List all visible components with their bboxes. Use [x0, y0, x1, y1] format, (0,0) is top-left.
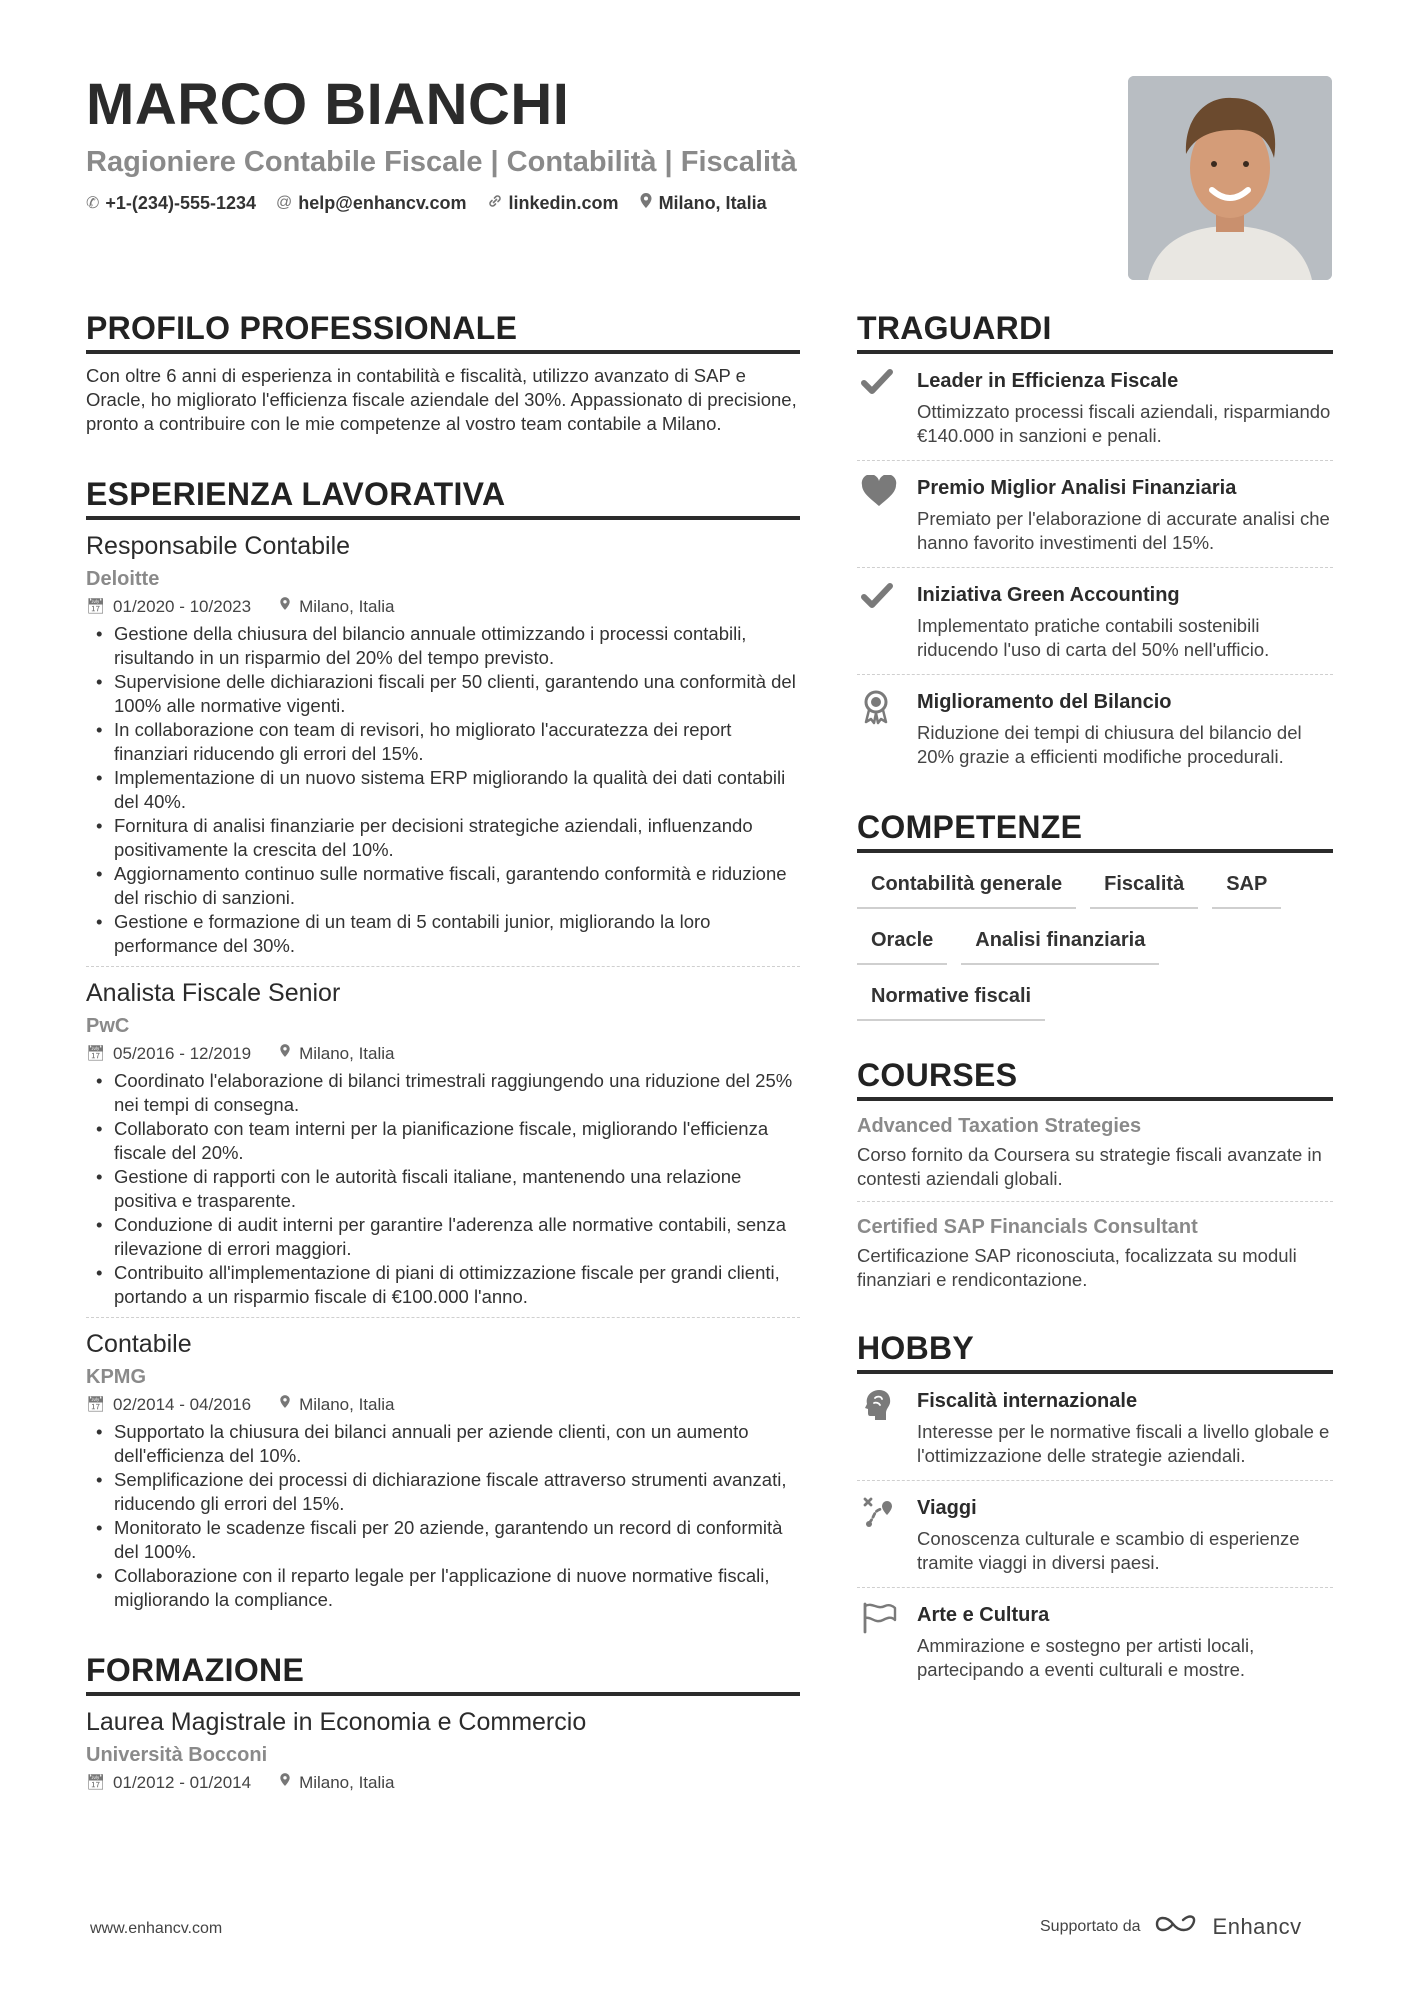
profile-summary: Con oltre 6 anni di esperienza in contabilità e fiscalità, utilizzo avanzato di SAP e Oracle, ho migliorato l'efficienza fiscale aziendale del 30%. Appassionato di precisione, pronto a contribuire con le mie competenze al vostro team contabile a Milano.	[86, 365, 797, 434]
location-pin-icon	[279, 1043, 291, 1065]
footer-website[interactable]: www.enhancv.com	[90, 1920, 223, 1937]
job-bullet: • Aggiornamento continuo sulle normative fiscali, garantendo conformità e riduzione del rischio di sanzioni.	[86, 862, 800, 910]
achievement-title: Premio Miglior Analisi Finanziaria	[917, 477, 1237, 499]
checkmark-icon	[857, 368, 917, 448]
calendar-icon: 📅︎	[86, 1396, 106, 1413]
course-title: Certified SAP Financials Consultant	[857, 1216, 1198, 1238]
job-company: PwC	[86, 1015, 130, 1037]
hobby-desc: Conoscenza culturale e scambio di esperienze tramite viaggi in diversi paesi.	[917, 1528, 1300, 1573]
course-item	[857, 1101, 1333, 1202]
hobby-item	[857, 1374, 1333, 1481]
achievement-desc: Implementato pratiche contabili sostenibili riducendo l'uso di carta del 50% nell'ufficio.	[917, 615, 1270, 660]
job-location: Milano, Italia	[299, 1395, 395, 1414]
job-role: Contabile	[86, 1330, 192, 1358]
calendar-icon: 📅︎	[86, 598, 106, 615]
job-role: Responsabile Contabile	[86, 532, 351, 560]
contact-linkedin[interactable]	[487, 193, 619, 214]
hobby-desc: Interesse per le normative fiscali a livello globale e l'ottimizzazione delle strategie aziendali.	[917, 1421, 1330, 1466]
skills-list	[857, 871, 1333, 1021]
course-desc: Certificazione SAP riconosciuta, focalizzata su moduli finanziari e rendicontazione.	[857, 1245, 1297, 1290]
job-location: Milano, Italia	[299, 1044, 395, 1063]
job-bullet: • Implementazione di un nuovo sistema ERP migliorando la qualità dei dati contabili del 40%.	[86, 766, 800, 814]
job-bullet: • Conduzione di audit interni per garantire l'aderenza alle normative contabili, senza rilevazione di errori maggiori.	[86, 1213, 800, 1261]
education-school: Università Bocconi	[86, 1744, 268, 1766]
brand-name: Enhancv	[1212, 1913, 1302, 1939]
experience-section-title: ESPERIENZA LAVORATIVA	[86, 474, 800, 520]
phone-icon: ✆	[86, 195, 100, 212]
job-bullet: • Supportato la chiusura dei bilanci annuali per aziende clienti, con un aumento dell'efficienza del 10%.	[86, 1420, 800, 1468]
job-bullet: • Fornitura di analisi finanziarie per decisioni strategiche aziendali, influenzando positivamente la crescita del 10%.	[86, 814, 800, 862]
job-bullet: • Semplificazione dei processi di dichiarazione fiscale attraverso strumenti avanzati, riducendo gli errori del 15%.	[86, 1468, 800, 1516]
achievement-desc: Ottimizzato processi fiscali aziendali, risparmiando €140.000 in sanzioni e penali.	[917, 401, 1331, 446]
job-meta	[86, 596, 800, 618]
location-text: Milano, Italia	[658, 192, 767, 213]
job-bullet: • Coordinato l'elaborazione di bilanci trimestrali raggiungendo una riduzione del 25% nei tempi di consegna.	[86, 1069, 800, 1117]
job-role: Analista Fiscale Senior	[86, 979, 341, 1007]
education-dates: 01/2012 - 01/2014	[113, 1773, 252, 1792]
skill-tag: Analisi finanziaria	[961, 927, 1159, 965]
calendar-icon: 📅︎	[86, 1774, 106, 1791]
course-title: Advanced Taxation Strategies	[857, 1115, 1142, 1137]
achievement-title: Miglioramento del Bilancio	[917, 691, 1172, 713]
right-column	[857, 308, 1333, 1694]
email-text: help@enhancv.com	[298, 192, 467, 213]
hobby-item	[857, 1481, 1333, 1588]
experience-item	[86, 520, 800, 967]
job-bullet: • Collaborato con team interni per la pianificazione fiscale, migliorando l'efficienza fiscale del 20%.	[86, 1117, 800, 1165]
achievement-desc: Premiato per l'elaborazione di accurate analisi che hanno favorito investimenti del 15%.	[917, 508, 1330, 553]
job-bullet: • In collaborazione con team di revisori, ho migliorato l'accuratezza dei report finanziari riducendo gli errori del 15%.	[86, 718, 800, 766]
at-icon: @	[276, 194, 293, 211]
route-icon	[857, 1495, 917, 1575]
achievement-title: Iniziativa Green Accounting	[917, 584, 1180, 606]
job-company: KPMG	[86, 1366, 146, 1388]
job-bullet: • Gestione e formazione di un team di 5 contabili junior, migliorando la loro performance del 30%.	[86, 910, 800, 958]
profile-photo	[1128, 76, 1332, 280]
course-desc: Corso fornito da Coursera su strategie fiscali avanzate in contesti aziendali globali.	[857, 1144, 1322, 1189]
calendar-icon: 📅︎	[86, 1045, 106, 1062]
brain-icon	[857, 1388, 917, 1468]
profile-section-title: PROFILO PROFESSIONALE	[86, 308, 800, 354]
job-dates: 02/2014 - 04/2016	[113, 1395, 252, 1414]
hobby-title: Viaggi	[917, 1497, 977, 1519]
job-bullets	[86, 622, 800, 958]
powered-by-text: Supportato da	[1040, 1917, 1141, 1935]
job-location: Milano, Italia	[299, 597, 395, 616]
skill-tag: Normative fiscali	[857, 983, 1045, 1021]
job-meta	[86, 1394, 800, 1416]
skill-tag: Oracle	[857, 927, 947, 965]
job-bullets	[86, 1420, 800, 1612]
hobby-title: Arte e Cultura	[917, 1604, 1050, 1626]
job-bullet: • Supervisione delle dichiarazioni fiscali per 50 clienti, garantendo una conformità del 100% alle normative vigenti.	[86, 670, 800, 718]
enhancv-logo-icon	[1153, 1912, 1201, 1941]
achievement-item	[857, 675, 1333, 781]
candidate-headline: Ragioniere Contabile Fiscale | Contabilità | Fiscalità	[86, 146, 797, 178]
linkedin-text: linkedin.com	[508, 192, 619, 213]
job-bullet: • Contribuito all'implementazione di piani di ottimizzazione fiscale per grandi clienti, portando a un risparmio fiscale di €100.000 l'anno.	[86, 1261, 800, 1309]
education-meta	[86, 1772, 800, 1794]
job-meta	[86, 1043, 800, 1065]
candidate-name: MARCO BIANCHI	[86, 72, 570, 137]
job-bullet: • Monitorato le scadenze fiscali per 20 aziende, garantendo un record di conformità del 100%.	[86, 1516, 800, 1564]
achievement-desc: Riduzione dei tempi di chiusura del bilancio del 20% grazie a efficienti modifiche procedurali.	[917, 722, 1302, 767]
skills-section-title: COMPETENZE	[857, 807, 1333, 853]
footer-branding	[1040, 1912, 1302, 1941]
course-item	[857, 1202, 1333, 1302]
education-item	[86, 1696, 800, 1802]
contact-phone[interactable]	[86, 193, 256, 214]
achievements-section-title: TRAGUARDI	[857, 308, 1333, 354]
education-section-title: FORMAZIONE	[86, 1650, 800, 1696]
resume-header	[86, 72, 1086, 214]
location-pin-icon	[639, 192, 653, 214]
courses-section-title: COURSES	[857, 1055, 1333, 1101]
experience-item	[86, 1318, 800, 1620]
skill-tag: Contabilità generale	[857, 871, 1076, 909]
hobby-section-title: HOBBY	[857, 1328, 1333, 1374]
hobby-title: Fiscalità internazionale	[917, 1390, 1138, 1412]
education-location: Milano, Italia	[299, 1773, 395, 1792]
job-bullet: • Collaborazione con il reparto legale per l'applicazione di nuove normative fiscali, migliorando la compliance.	[86, 1564, 800, 1612]
left-column	[86, 308, 800, 1802]
job-bullets	[86, 1069, 800, 1309]
checkmark-icon	[857, 582, 917, 662]
achievement-item	[857, 568, 1333, 675]
experience-item	[86, 967, 800, 1318]
education-degree: Laurea Magistrale in Economia e Commercio	[86, 1708, 587, 1736]
heart-icon	[857, 475, 917, 555]
hobby-item	[857, 1588, 1333, 1694]
contact-location	[639, 192, 767, 214]
skill-tag: Fiscalità	[1090, 871, 1198, 909]
job-bullet: • Gestione di rapporti con le autorità fiscali italiane, mantenendo una relazione positiva e trasparente.	[86, 1165, 800, 1213]
job-bullet: • Gestione della chiusura del bilancio annuale ottimizzando i processi contabili, risultando in un risparmio del 20% del tempo previsto.	[86, 622, 800, 670]
location-pin-icon	[279, 596, 291, 618]
contact-email[interactable]	[276, 193, 467, 214]
achievement-title: Leader in Efficienza Fiscale	[917, 370, 1179, 392]
flag-icon	[857, 1602, 917, 1682]
achievement-item	[857, 461, 1333, 568]
job-company: Deloitte	[86, 568, 160, 590]
achievement-item	[857, 354, 1333, 461]
contact-bar	[86, 192, 1086, 214]
job-dates: 05/2016 - 12/2019	[113, 1044, 252, 1063]
location-pin-icon	[279, 1394, 291, 1416]
location-pin-icon	[279, 1772, 291, 1794]
phone-text: +1-(234)-555-1234	[105, 192, 257, 213]
link-icon	[487, 193, 503, 214]
hobby-desc: Ammirazione e sostegno per artisti locali, partecipando a eventi culturali e mostre.	[917, 1635, 1255, 1680]
job-dates: 01/2020 - 10/2023	[113, 597, 252, 616]
skill-tag: SAP	[1212, 871, 1281, 909]
award-icon	[857, 689, 917, 769]
